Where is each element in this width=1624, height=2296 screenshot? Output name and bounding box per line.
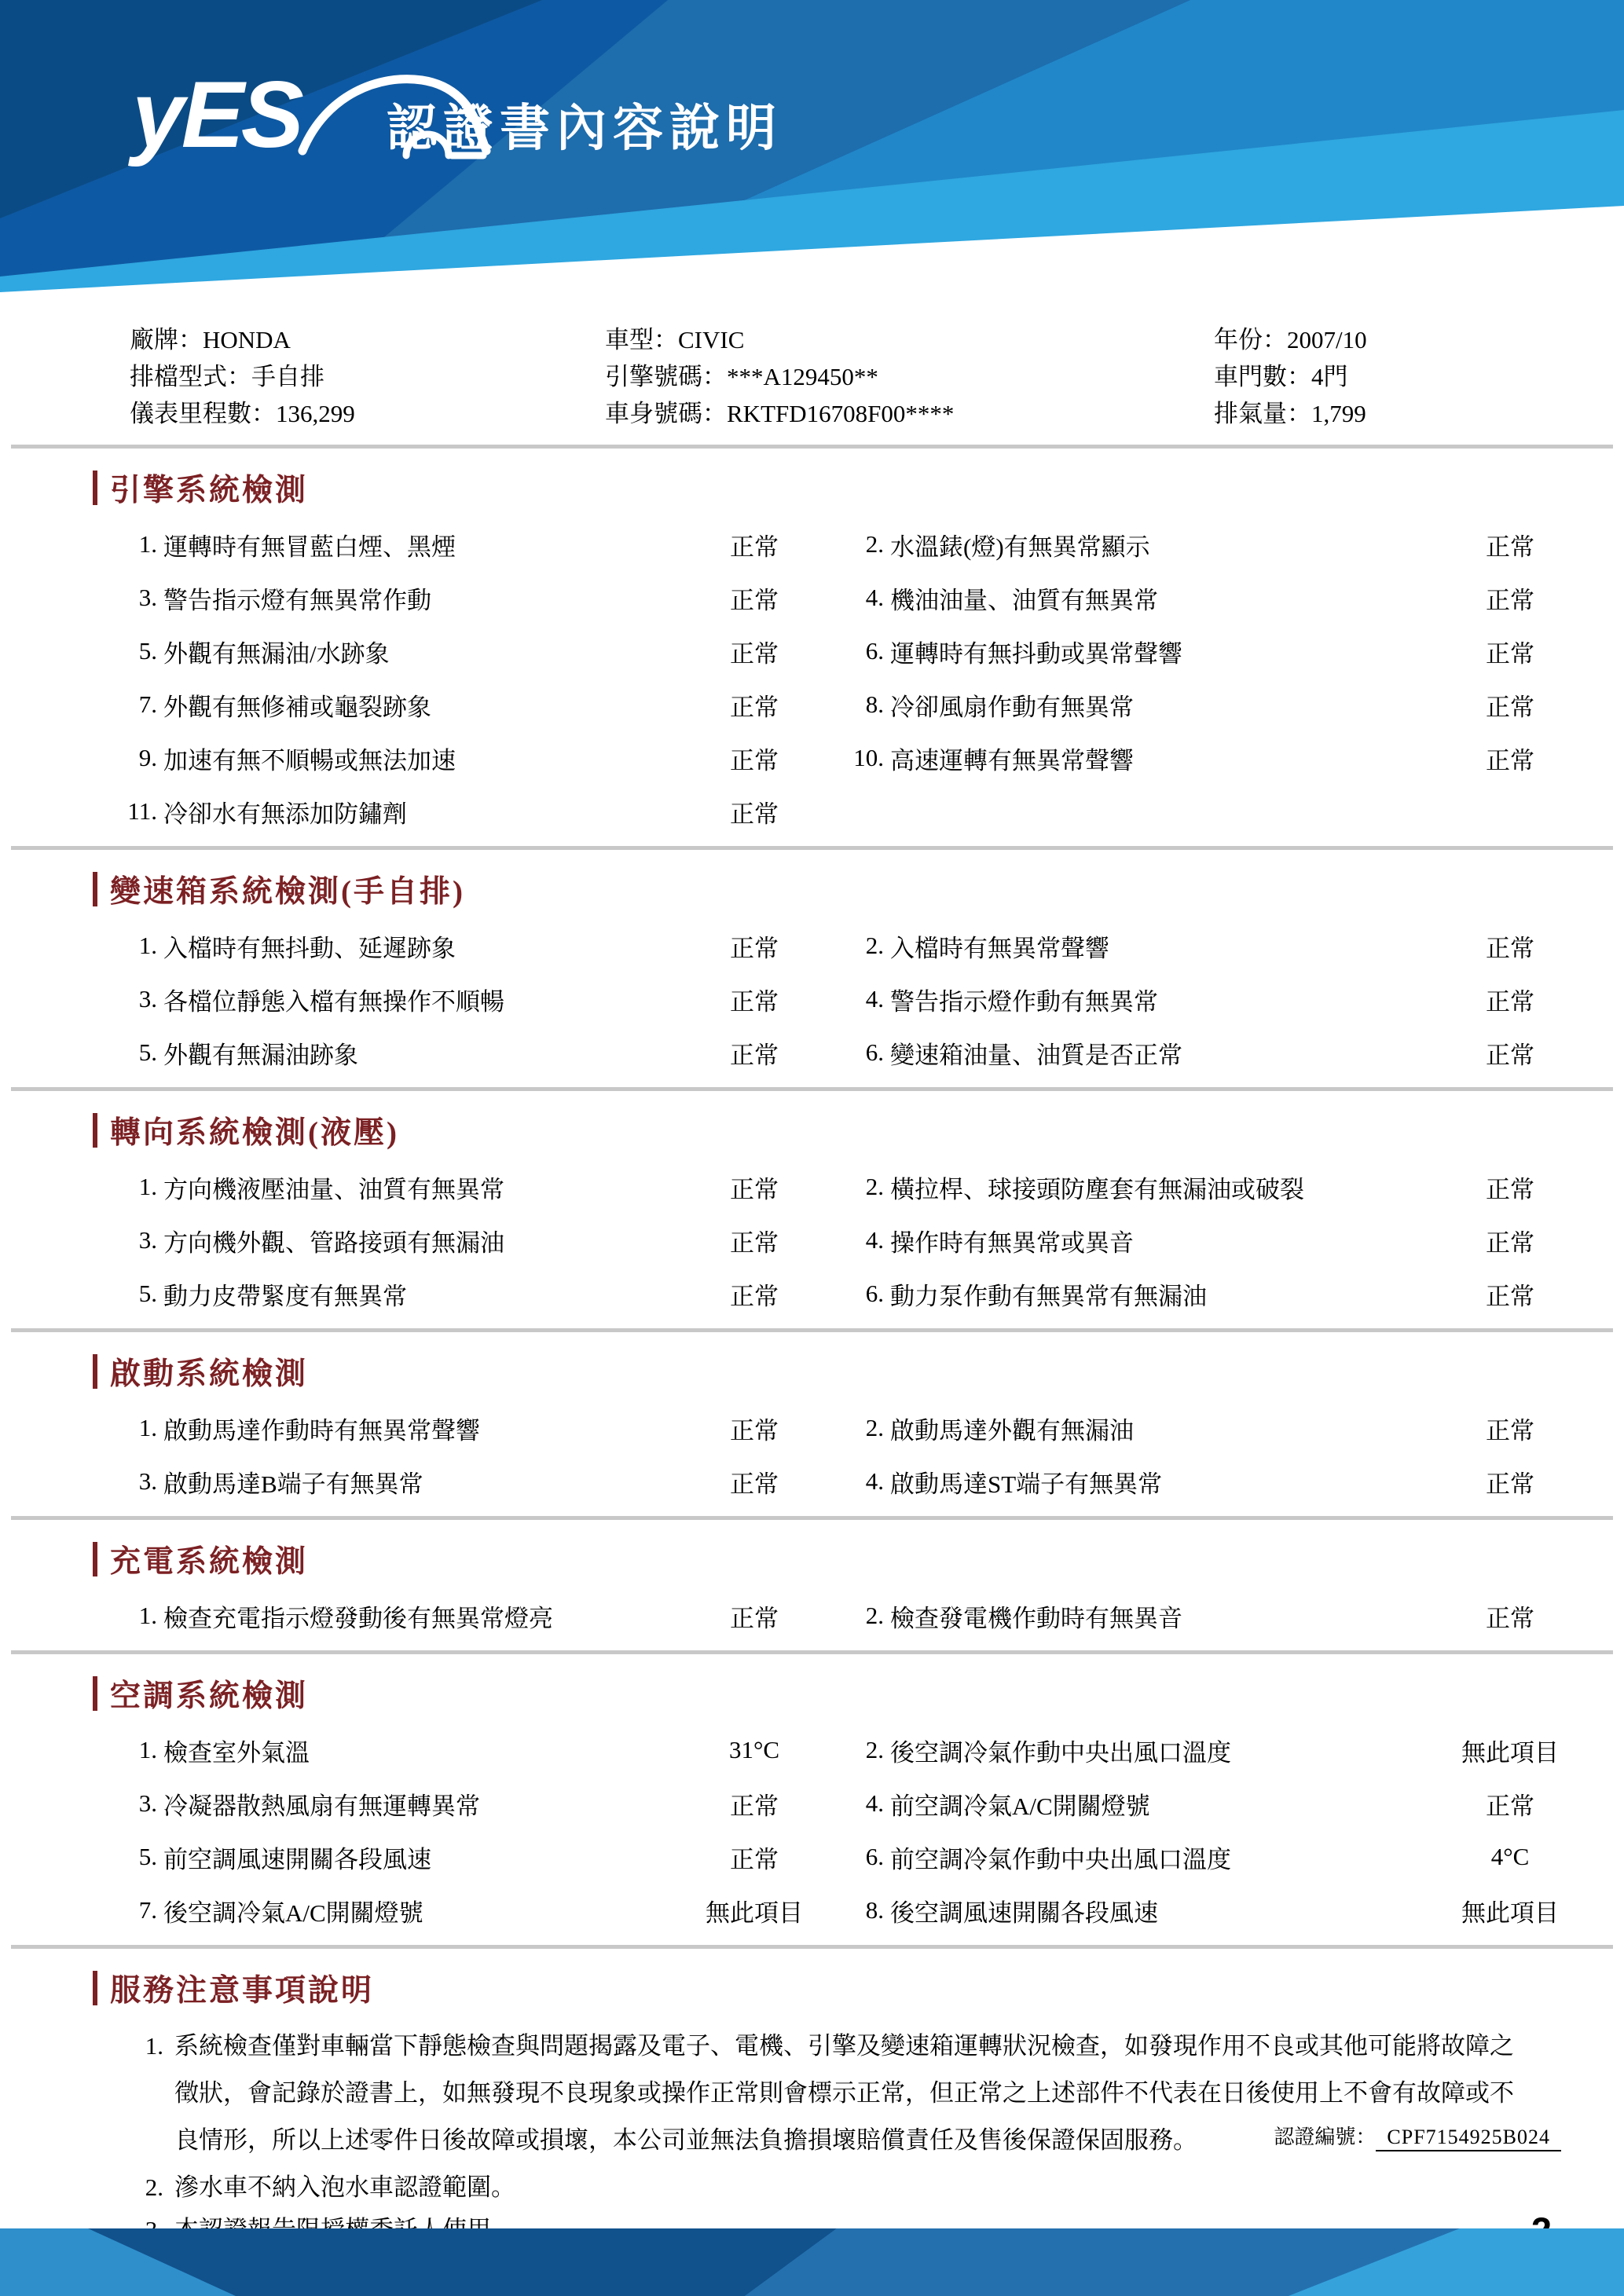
vehicle-info-item <box>1214 358 1624 395</box>
certification-number-label: 認證編號： <box>1274 2126 1377 2148</box>
section-items <box>118 518 1569 838</box>
note-number: 1. <box>145 2032 163 2060</box>
section-items <box>118 1160 1569 1320</box>
item-label: 檢查充電指示燈發動後有無異常燈亮 <box>163 1604 553 1632</box>
section-accent-bar <box>93 1113 97 1148</box>
inspection-item-row <box>845 678 1569 731</box>
inspection-item-row <box>118 1777 813 1830</box>
item-result: 正常 <box>1486 533 1534 561</box>
item-result: 正常 <box>730 533 779 561</box>
item-number: 5. <box>138 1843 157 1870</box>
vehicle-info-value: 1,799 <box>1311 400 1366 427</box>
vehicle-info-label: 車門數： <box>1214 363 1311 390</box>
item-label: 入檔時有無異常聲響 <box>890 934 1109 962</box>
vehicle-info-item <box>605 358 1214 395</box>
item-number: 1. <box>138 1173 157 1200</box>
item-number: 6. <box>865 1280 884 1307</box>
item-label: 後空調冷氣A/C開關燈號 <box>163 1899 423 1927</box>
vehicle-info-value: 2007/10 <box>1287 326 1367 353</box>
item-result: 正常 <box>1486 586 1534 614</box>
vehicle-info-label: 年份： <box>1214 326 1287 353</box>
inspection-item-row <box>118 731 813 785</box>
inspection-item-row <box>118 1214 813 1267</box>
inspection-item-row <box>845 1589 1569 1642</box>
inspection-item-row <box>118 785 813 838</box>
section-items <box>118 1589 1569 1642</box>
item-result: 正常 <box>730 1175 779 1203</box>
item-result: 正常 <box>730 1470 779 1498</box>
footer-background-graphic <box>0 2228 1624 2296</box>
inspection-item-row <box>118 1830 813 1884</box>
inspection-section <box>0 850 1624 1079</box>
item-number: 8. <box>865 690 884 718</box>
section-header <box>93 1349 1624 1393</box>
vehicle-info-item <box>605 321 1214 358</box>
section-items <box>118 1723 1569 1937</box>
inspection-item-row <box>845 1160 1569 1214</box>
item-number: 4. <box>865 584 884 611</box>
yes-logo-text: yES <box>132 62 301 167</box>
item-result: 正常 <box>1486 987 1534 1016</box>
item-result: 正常 <box>730 1229 779 1257</box>
item-result: 無此項目 <box>1461 1738 1559 1767</box>
item-number: 3. <box>138 985 157 1013</box>
section-header <box>93 466 1624 510</box>
item-label: 外觀有無漏油/水跡象 <box>163 639 390 668</box>
item-result: 正常 <box>1486 1470 1534 1498</box>
vehicle-info-label: 車型： <box>605 326 678 353</box>
vehicle-info-value: HONDA <box>203 326 291 353</box>
item-label: 啟動馬達B端子有無異常 <box>163 1470 423 1498</box>
item-number: 2. <box>865 1414 884 1441</box>
item-number: 6. <box>865 1038 884 1066</box>
item-label: 前空調風速開關各段風速 <box>163 1845 431 1873</box>
item-result: 正常 <box>730 693 779 721</box>
section-header <box>93 1672 1624 1716</box>
item-label: 高速運轉有無異常聲響 <box>890 746 1134 774</box>
item-result: 正常 <box>1486 1041 1534 1069</box>
item-number: 1. <box>138 1736 157 1763</box>
notes-section <box>0 1949 1624 2249</box>
item-label: 運轉時有無抖動或異常聲響 <box>890 639 1182 668</box>
item-number: 2. <box>865 1173 884 1200</box>
section-accent-bar <box>93 1542 97 1576</box>
section-title: 變速箱系統檢測(手自排) <box>110 875 465 909</box>
vehicle-info-label: 廠牌： <box>130 326 203 353</box>
item-label: 檢查室外氣溫 <box>163 1738 310 1767</box>
inspection-section <box>0 1332 1624 1508</box>
item-label: 機油油量、油質有無異常 <box>890 586 1158 614</box>
item-label: 變速箱油量、油質是否正常 <box>890 1041 1182 1069</box>
vehicle-info-value: CIVIC <box>678 326 745 353</box>
page-header <box>0 0 1624 309</box>
inspection-item-row <box>845 518 1569 571</box>
item-number: 2. <box>865 1736 884 1763</box>
item-number: 4. <box>865 1467 884 1495</box>
inspection-item-row <box>845 1455 1569 1508</box>
inspection-item-row <box>118 678 813 731</box>
item-label: 冷凝器散熱風扇有無運轉異常 <box>163 1792 480 1820</box>
inspection-item-row <box>118 1267 813 1320</box>
item-label: 檢查發電機作動時有無異音 <box>890 1604 1182 1632</box>
inspection-item-row <box>845 1884 1569 1937</box>
item-label: 後空調冷氣作動中央出風口溫度 <box>890 1738 1231 1767</box>
item-label: 運轉時有無冒藍白煙、黑煙 <box>163 533 456 561</box>
item-number: 2. <box>865 932 884 959</box>
item-result: 正常 <box>730 800 779 828</box>
note-row <box>124 2169 1577 2206</box>
item-result: 31°C <box>728 1736 780 1763</box>
inspection-item-row <box>118 919 813 972</box>
section-title: 轉向系統檢測(液壓) <box>110 1116 399 1150</box>
item-result: 正常 <box>730 1282 779 1310</box>
item-number: 3. <box>138 1226 157 1254</box>
item-label: 操作時有無異常或異音 <box>890 1229 1134 1257</box>
inspection-item-row <box>118 972 813 1026</box>
item-result: 正常 <box>730 639 779 668</box>
item-result: 正常 <box>730 1845 779 1873</box>
inspection-section <box>0 1654 1624 1937</box>
item-result: 正常 <box>730 1041 779 1069</box>
notes-section-title: 服務注意事項說明 <box>110 1974 375 2008</box>
item-number: 4. <box>865 1226 884 1254</box>
item-label: 冷卻風扇作動有無異常 <box>890 693 1134 721</box>
item-result: 無此項目 <box>1461 1899 1559 1927</box>
section-accent-bar <box>93 1971 97 2005</box>
inspection-item-row <box>845 972 1569 1026</box>
report-content <box>0 309 1624 2254</box>
section-title: 引擎系統檢測 <box>110 474 309 507</box>
inspection-item-row <box>845 1267 1569 1320</box>
item-number: 9. <box>138 744 157 771</box>
item-label: 外觀有無漏油跡象 <box>163 1041 358 1069</box>
certification-number-value: CPF7154925B024 <box>1376 2126 1561 2151</box>
item-number: 2. <box>865 530 884 558</box>
page-footer <box>0 2228 1624 2296</box>
item-label: 前空調冷氣A/C開關燈號 <box>890 1792 1150 1820</box>
section-header <box>93 1108 1624 1152</box>
item-number: 5. <box>138 1038 157 1066</box>
inspection-item-row <box>845 1777 1569 1830</box>
section-items <box>118 1401 1569 1508</box>
item-label: 啟動馬達外觀有無漏油 <box>890 1416 1134 1445</box>
inspection-section <box>0 1520 1624 1642</box>
note-number: 2. <box>145 2173 163 2201</box>
item-label: 動力泵作動有無異常有無漏油 <box>890 1282 1207 1310</box>
item-result: 正常 <box>1486 639 1534 668</box>
item-label: 水溫錶(燈)有無異常顯示 <box>890 533 1150 561</box>
item-result: 正常 <box>1486 1175 1534 1203</box>
inspection-item-row <box>845 624 1569 678</box>
item-label: 動力皮帶緊度有無異常 <box>163 1282 407 1310</box>
item-number: 1. <box>138 530 157 558</box>
vehicle-info-item <box>130 321 605 358</box>
item-result: 正常 <box>730 987 779 1016</box>
vehicle-info-item <box>1214 395 1624 432</box>
inspection-section <box>0 449 1624 838</box>
item-number: 3. <box>138 584 157 611</box>
item-label: 冷卻水有無添加防鏽劑 <box>163 800 407 828</box>
item-label: 各檔位靜態入檔有無操作不順暢 <box>163 987 504 1016</box>
inspection-item-row <box>845 731 1569 785</box>
inspection-item-row <box>845 1214 1569 1267</box>
inspection-item-row <box>118 624 813 678</box>
item-result: 正常 <box>1486 746 1534 774</box>
inspection-item-row <box>118 1401 813 1455</box>
item-label: 前空調冷氣作動中央出風口溫度 <box>890 1845 1231 1873</box>
item-label: 橫拉桿、球接頭防塵套有無漏油或破裂 <box>890 1175 1304 1203</box>
item-result: 正常 <box>1486 1229 1534 1257</box>
item-number: 1. <box>138 932 157 959</box>
note-text: 系統檢查僅對車輛當下靜態檢查與問題揭露及電子、電機、引擎及變速箱運轉狀況檢查，如發現作用不良或其他可能將故障之徵狀，會記錄於證書上，如無發現不良現象或操作正常則會標示正常，但正常之上述部件不代表在日後使用上不會有故障或不良情形，所以上述零件日後故障或損壞，本公司並無法負擔損壞賠償責任及售後保證保固服務。 <box>174 2032 1514 2154</box>
item-result: 正常 <box>730 1416 779 1445</box>
section-items <box>118 919 1569 1079</box>
inspection-section <box>0 1091 1624 1320</box>
section-accent-bar <box>93 1676 97 1711</box>
inspection-item-row <box>118 1589 813 1642</box>
item-result: 正常 <box>730 1604 779 1632</box>
item-label: 外觀有無修補或龜裂跡象 <box>163 693 431 721</box>
vehicle-info-label: 引擎號碼： <box>605 363 727 390</box>
item-label: 方向機外觀、管路接頭有無漏油 <box>163 1229 504 1257</box>
item-result: 正常 <box>1486 1416 1534 1445</box>
item-result: 正常 <box>1486 934 1534 962</box>
inspection-item-row <box>845 571 1569 624</box>
section-header <box>93 867 1624 911</box>
inspection-sections <box>0 449 1624 1949</box>
item-number: 4. <box>865 1789 884 1817</box>
item-result: 正常 <box>730 934 779 962</box>
item-number: 10. <box>853 744 884 771</box>
item-result: 正常 <box>1486 1792 1534 1820</box>
inspection-item-row <box>845 1401 1569 1455</box>
item-result: 正常 <box>1486 1604 1534 1632</box>
item-number: 5. <box>138 637 157 665</box>
section-accent-bar <box>93 872 97 906</box>
section-title: 空調系統檢測 <box>110 1679 309 1713</box>
item-result: 正常 <box>730 1792 779 1820</box>
inspection-item-row <box>118 1884 813 1937</box>
item-label: 啟動馬達作動時有無異常聲響 <box>163 1416 480 1445</box>
vehicle-info-item <box>130 395 605 432</box>
item-number: 1. <box>138 1602 157 1629</box>
inspection-item-row <box>118 571 813 624</box>
item-label: 啟動馬達ST端子有無異常 <box>890 1470 1163 1498</box>
item-label: 入檔時有無抖動、延遲跡象 <box>163 934 456 962</box>
item-number: 7. <box>138 690 157 718</box>
item-number: 6. <box>865 637 884 665</box>
section-header <box>93 1537 1624 1581</box>
item-number: 4. <box>865 985 884 1013</box>
note-text: 滲水車不納入泡水車認證範圍。 <box>174 2173 515 2201</box>
vehicle-info-value: RKTFD16708F00**** <box>727 400 955 427</box>
inspection-item-row <box>845 919 1569 972</box>
item-number: 8. <box>865 1896 884 1924</box>
item-label: 後空調風速開關各段風速 <box>890 1899 1158 1927</box>
item-result: 正常 <box>1486 1282 1534 1310</box>
item-number: 11. <box>127 797 157 825</box>
item-number: 5. <box>138 1280 157 1307</box>
inspection-item-row <box>118 1723 813 1777</box>
item-result: 4°C <box>1490 1843 1530 1870</box>
item-result: 正常 <box>730 586 779 614</box>
page-title: 認證書內容說明 <box>387 100 783 156</box>
vehicle-info <box>0 309 1624 437</box>
section-title: 充電系統檢測 <box>110 1545 309 1579</box>
item-number: 3. <box>138 1789 157 1817</box>
vehicle-info-label: 儀表里程數： <box>130 400 276 427</box>
section-accent-bar <box>93 471 97 505</box>
inspection-item-row <box>118 1455 813 1508</box>
item-number: 3. <box>138 1467 157 1495</box>
item-result: 正常 <box>730 746 779 774</box>
vehicle-info-label: 排檔型式： <box>130 363 251 390</box>
item-result: 無此項目 <box>706 1899 803 1927</box>
inspection-item-row <box>118 1026 813 1079</box>
vehicle-info-value: ***A129450** <box>727 363 878 390</box>
section-title: 啟動系統檢測 <box>110 1357 309 1391</box>
inspection-item-row <box>845 1830 1569 1884</box>
vehicle-info-label: 排氣量： <box>1214 400 1311 427</box>
vehicle-info-item <box>130 358 605 395</box>
item-label: 警告指示燈有無異常作動 <box>163 586 431 614</box>
vehicle-info-item <box>605 395 1214 432</box>
inspection-item-row <box>118 518 813 571</box>
item-label: 方向機液壓油量、油質有無異常 <box>163 1175 504 1203</box>
certification-number <box>1274 2121 1561 2150</box>
section-accent-bar <box>93 1354 97 1389</box>
inspection-item-row <box>118 1160 813 1214</box>
vehicle-info-value: 手自排 <box>251 363 324 390</box>
item-number: 2. <box>865 1602 884 1629</box>
item-number: 6. <box>865 1843 884 1870</box>
inspection-item-row <box>845 1723 1569 1777</box>
vehicle-info-value: 4門 <box>1311 363 1348 390</box>
notes-section-header <box>93 1966 1624 2010</box>
item-result: 正常 <box>1486 693 1534 721</box>
item-label: 警告指示燈作動有無異常 <box>890 987 1158 1016</box>
vehicle-info-value: 136,299 <box>276 400 355 427</box>
inspection-item-row <box>845 1026 1569 1079</box>
vehicle-info-item <box>1214 321 1624 358</box>
item-number: 1. <box>138 1414 157 1441</box>
item-number: 7. <box>138 1896 157 1924</box>
vehicle-info-label: 車身號碼： <box>605 400 727 427</box>
item-label: 加速有無不順暢或無法加速 <box>163 746 456 774</box>
